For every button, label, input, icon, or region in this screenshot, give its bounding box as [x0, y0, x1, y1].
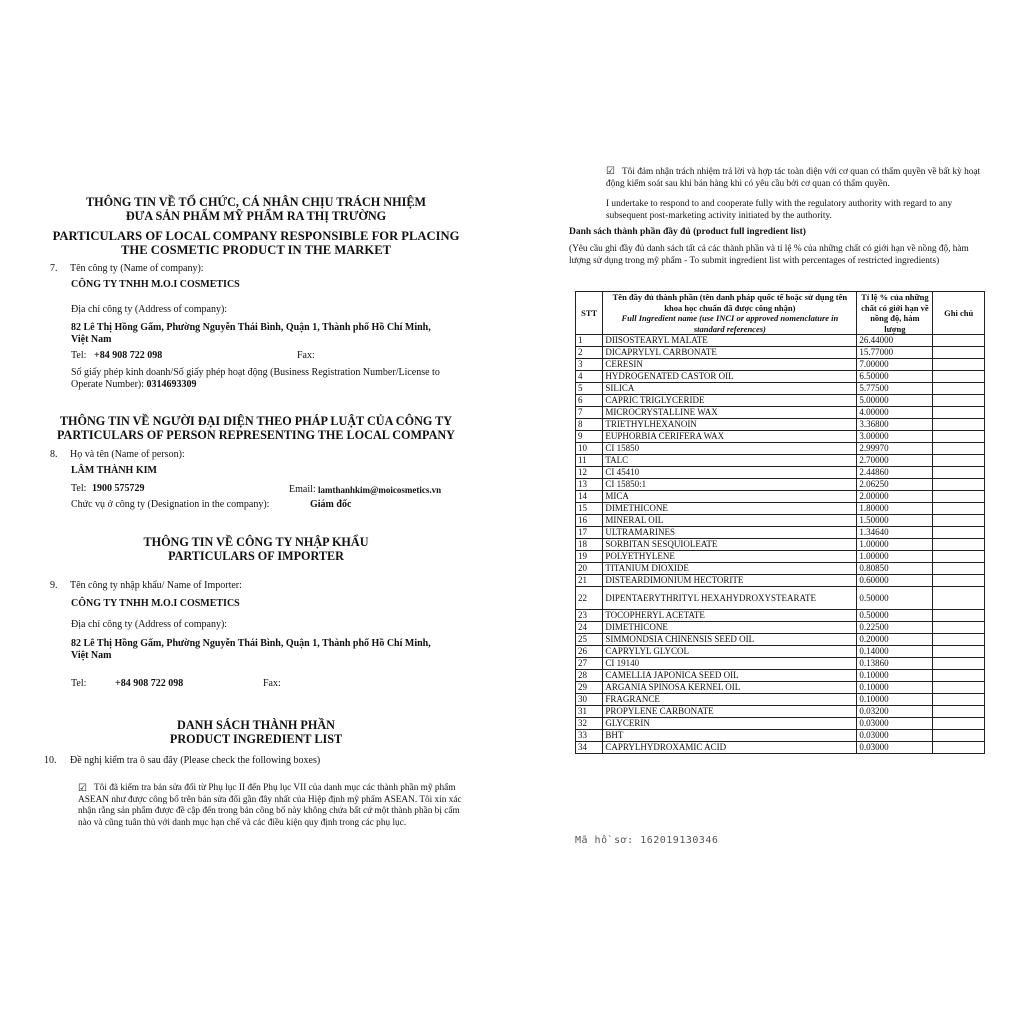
ingredient-name: SIMMONDSIA CHINENSIS SEED OIL — [603, 634, 857, 646]
importer-tel: +84 908 722 098 — [115, 678, 184, 689]
ingredient-stt: 21 — [576, 575, 603, 587]
ingredient-table-body — [576, 335, 985, 754]
ingredient-percentage: 1.00000 — [857, 539, 933, 551]
ingredient-stt: 4 — [576, 371, 603, 383]
ingredient-percentage: 0.03000 — [857, 730, 933, 742]
company-tel-label: Tel: — [71, 350, 87, 361]
ingredient-name: TRIETHYLHEXANOIN — [603, 419, 857, 431]
ingredient-stt: 20 — [576, 563, 603, 575]
ingredient-percentage: 5.00000 — [857, 395, 933, 407]
importer-tel-label: Tel: — [71, 678, 87, 689]
ingredient-note — [933, 407, 985, 419]
ingredient-percentage: 2.99970 — [857, 443, 933, 455]
ingredient-name: DIPENTAERYTHRITYL HEXAHYDROXYSTEARATE — [603, 587, 857, 610]
importer-fax-label: Fax: — [263, 678, 281, 689]
ingredient-name: DIISOSTEARYL MALATE — [603, 335, 857, 347]
ingredient-stt: 24 — [576, 622, 603, 634]
ingredient-stt: 26 — [576, 646, 603, 658]
ingredient-name: DICAPRYLYL CARBONATE — [603, 347, 857, 359]
ingredient-note — [933, 551, 985, 563]
undertake-statement-en: I undertake to respond to and cooperate fully with the regulatory authority with regard to any subsequent post-marketing activity initiated by the authority. — [606, 199, 953, 221]
license-label-text: Operate Number): — [71, 379, 145, 390]
col-note: Ghi chú — [933, 292, 985, 335]
table-row — [576, 539, 985, 551]
ingredient-note — [933, 670, 985, 682]
undertake-statement-vi: Tôi đảm nhận trách nhiệm trả lời và hợp tác toàn diện với cơ quan có thẩm quyền về bất kỳ hoạt động kiểm soát sau khi bán hàng khi có yêu cầu bởi cơ quan có thẩm quyền. — [606, 167, 981, 189]
ingredient-stt: 14 — [576, 491, 603, 503]
ingredient-percentage: 0.20000 — [857, 634, 933, 646]
ingredient-stt: 9 — [576, 431, 603, 443]
col-ingredient-name — [603, 292, 857, 335]
ingredient-note — [933, 431, 985, 443]
ingredient-stt: 3 — [576, 359, 603, 371]
license-number: 0314693309 — [146, 379, 197, 390]
section-10-number: 10. — [44, 755, 57, 766]
table-row — [576, 503, 985, 515]
ingredient-stt: 23 — [576, 610, 603, 622]
ingredient-stt: 1 — [576, 335, 603, 347]
ingredient-percentage: 0.10000 — [857, 694, 933, 706]
ingredient-name: PROPYLENE CARBONATE — [603, 706, 857, 718]
ingredient-note — [933, 610, 985, 622]
ingredient-stt: 11 — [576, 455, 603, 467]
ingredient-stt: 28 — [576, 670, 603, 682]
table-row — [576, 383, 985, 395]
ingredient-note — [933, 587, 985, 610]
table-row — [576, 431, 985, 443]
full-ingredient-list-title: Danh sách thành phần đầy đủ (product full ingredient list) — [569, 227, 806, 237]
ingredient-note — [933, 563, 985, 575]
ingredient-note — [933, 515, 985, 527]
company-name-label: Tên công ty (Name of company): — [70, 263, 204, 274]
ingredient-percentage: 0.13860 — [857, 658, 933, 670]
ingredient-note — [933, 455, 985, 467]
ingredient-percentage: 3.00000 — [857, 431, 933, 443]
ingredient-name: DISTEARDIMONIUM HECTORITE — [603, 575, 857, 587]
importer-name: CÔNG TY TNHH M.O.I COSMETICS — [71, 598, 240, 609]
ingredient-percentage: 0.10000 — [857, 670, 933, 682]
checked-checkbox-icon: ☑ — [606, 166, 615, 177]
ingredient-note — [933, 706, 985, 718]
ingredient-percentage: 0.03000 — [857, 742, 933, 754]
ingredient-percentage: 0.22500 — [857, 622, 933, 634]
ingredient-name: HYDROGENATED CASTOR OIL — [603, 371, 857, 383]
person-position: Giám đốc — [310, 499, 352, 510]
representative-header-en: PARTICULARS OF PERSON REPRESENTING THE LOCAL COMPANY — [57, 428, 455, 442]
ingredient-name: CI 45410 — [603, 467, 857, 479]
section-8-number: 8. — [50, 449, 58, 460]
section-7-number: 7. — [50, 263, 58, 274]
table-row — [576, 455, 985, 467]
ingredient-note — [933, 742, 985, 754]
ingredient-name: CAPRYLYL GLYCOL — [603, 646, 857, 658]
table-row — [576, 479, 985, 491]
person-email: lamthanhkim@moicosmetics.vn — [318, 485, 442, 495]
ingredient-note — [933, 622, 985, 634]
company-address-line2: Việt Nam — [71, 334, 112, 345]
ingredient-name: EUPHORBIA CERIFERA WAX — [603, 431, 857, 443]
ingredient-stt: 6 — [576, 395, 603, 407]
table-row — [576, 467, 985, 479]
ingredient-note — [933, 335, 985, 347]
ingredient-note — [933, 682, 985, 694]
table-row — [576, 515, 985, 527]
importer-address-label: Địa chỉ công ty (Address of company): — [71, 619, 228, 630]
ingredient-name: GLYCERIN — [603, 718, 857, 730]
ingredient-list-header-vi: DANH SÁCH THÀNH PHẦN — [177, 718, 335, 732]
ingredient-name: POLYETHYLENE — [603, 551, 857, 563]
ingredient-percentage: 1.00000 — [857, 551, 933, 563]
ingredient-percentage: 0.50000 — [857, 587, 933, 610]
ingredient-stt: 12 — [576, 467, 603, 479]
importer-address-line1: 82 Lê Thị Hồng Gấm, Phường Nguyễn Thái Bình, Quận 1, Thành phố Hồ Chí Minh, — [71, 638, 431, 649]
ingredient-percentage: 0.60000 — [857, 575, 933, 587]
header-vi-line2: ĐƯA SẢN PHẨM MỸ PHẨM RA THỊ TRƯỜNG — [125, 209, 387, 223]
ingredient-note — [933, 383, 985, 395]
ingredient-stt: 8 — [576, 419, 603, 431]
ingredient-name: TALC — [603, 455, 857, 467]
ingredient-percentage: 4.00000 — [857, 407, 933, 419]
ingredient-name: BHT — [603, 730, 857, 742]
ingredient-percentage: 1.80000 — [857, 503, 933, 515]
ingredient-note — [933, 694, 985, 706]
table-row — [576, 646, 985, 658]
table-row — [576, 670, 985, 682]
ingredient-note — [933, 359, 985, 371]
importer-header-en: PARTICULARS OF IMPORTER — [168, 549, 344, 563]
ingredient-table — [575, 291, 985, 754]
ingredient-name: TOCOPHERYL ACETATE — [603, 610, 857, 622]
ingredient-note — [933, 646, 985, 658]
ingredient-name: FRAGRANCE — [603, 694, 857, 706]
table-row — [576, 742, 985, 754]
ingredient-stt: 25 — [576, 634, 603, 646]
ingredient-note — [933, 443, 985, 455]
ingredient-stt: 22 — [576, 587, 603, 610]
ingredient-note — [933, 467, 985, 479]
ingredient-name: CI 19140 — [603, 658, 857, 670]
ingredient-note — [933, 634, 985, 646]
license-label-line2 — [71, 379, 197, 391]
ingredient-name: DIMETHICONE — [603, 622, 857, 634]
ingredient-percentage: 3.36800 — [857, 419, 933, 431]
ingredient-stt: 17 — [576, 527, 603, 539]
person-tel-label: Tel: — [71, 483, 87, 494]
ingredient-note — [933, 718, 985, 730]
ingredient-list-header-en: PRODUCT INGREDIENT LIST — [169, 732, 343, 746]
check-boxes-instruction: Đề nghị kiểm tra ô sau đây (Please check the following boxes) — [70, 755, 321, 766]
ingredient-name: MICA — [603, 491, 857, 503]
table-row — [576, 706, 985, 718]
col-stt: STT — [576, 292, 603, 335]
ingredient-stt: 16 — [576, 515, 603, 527]
ingredient-note — [933, 658, 985, 670]
col-percentage: Tỉ lệ % của những chất có giới hạn về nồng độ, hàm lượng — [857, 292, 933, 335]
table-row — [576, 682, 985, 694]
col-name-vi: Tên đầy đủ thành phần (tên danh pháp quốc tế hoặc sử dụng tên khoa học chuẩn đã được công nhận) — [612, 292, 848, 313]
person-tel: 1900 575729 — [92, 483, 145, 494]
person-position-label: Chức vụ ở công ty (Designation in the company): — [71, 499, 270, 510]
ingredient-note — [933, 419, 985, 431]
ingredient-note — [933, 395, 985, 407]
ingredient-name: CAPRYLHYDROXAMIC ACID — [603, 742, 857, 754]
table-row — [576, 443, 985, 455]
ingredient-percentage: 2.06250 — [857, 479, 933, 491]
ingredient-list-note: (Yêu cầu ghi đầy đủ danh sách tất cả các thành phần và tỉ lệ % của những chất có giới hạn về nồng độ, hàm lượng sử dụng trong mỹ phẩm - To submit ingredient list with percentages of restricted ingredients) — [569, 244, 969, 266]
person-email-label: Email: — [289, 484, 316, 495]
ingredient-name: CI 15850:1 — [603, 479, 857, 491]
ingredient-percentage: 26.44000 — [857, 335, 933, 347]
ingredient-name: CAPRIC TRIGLYCERIDE — [603, 395, 857, 407]
checked-checkbox-icon: ☑ — [78, 783, 87, 794]
header-en-line1: PARTICULARS OF LOCAL COMPANY RESPONSIBLE FOR PLACING — [52, 229, 460, 243]
ingredient-percentage: 0.14000 — [857, 646, 933, 658]
person-name-label: Họ và tên (Name of person): — [70, 449, 185, 460]
ingredient-name: CI 15850 — [603, 443, 857, 455]
ingredient-percentage: 15.77000 — [857, 347, 933, 359]
ingredient-note — [933, 730, 985, 742]
dossier-code: Mã hồ sơ: 162019130346 — [575, 835, 719, 846]
ingredient-name: CAMELLIA JAPONICA SEED OIL — [603, 670, 857, 682]
table-row — [576, 634, 985, 646]
table-row — [576, 359, 985, 371]
ingredient-note — [933, 527, 985, 539]
license-label-line1: Số giấy phép kinh doanh/Số giấy phép hoạt động (Business Registration Number/License to — [71, 367, 440, 378]
table-row — [576, 527, 985, 539]
ingredient-name: CERESIN — [603, 359, 857, 371]
table-row — [576, 587, 985, 610]
ingredient-percentage: 2.00000 — [857, 491, 933, 503]
ingredient-name: ULTRAMARINES — [603, 527, 857, 539]
ingredient-note — [933, 539, 985, 551]
ingredient-stt: 15 — [576, 503, 603, 515]
ingredient-stt: 32 — [576, 718, 603, 730]
ingredient-percentage: 7.00000 — [857, 359, 933, 371]
ingredient-name: TITANIUM DIOXIDE — [603, 563, 857, 575]
ingredient-name: DIMETHICONE — [603, 503, 857, 515]
table-row — [576, 407, 985, 419]
ingredient-stt: 5 — [576, 383, 603, 395]
ingredient-stt: 2 — [576, 347, 603, 359]
ingredient-note — [933, 503, 985, 515]
company-name: CÔNG TY TNHH M.O.I COSMETICS — [71, 279, 240, 290]
col-name-en: Full Ingredient name (use INCI or approved nomenclature in standard references) — [621, 313, 839, 334]
table-row — [576, 347, 985, 359]
ingredient-percentage: 2.70000 — [857, 455, 933, 467]
table-row — [576, 694, 985, 706]
ingredient-stt: 19 — [576, 551, 603, 563]
representative-header-vi: THÔNG TIN VỀ NGƯỜI ĐẠI DIỆN THEO PHÁP LUẬT CỦA CÔNG TY — [59, 414, 453, 428]
person-name: LÂM THÀNH KIM — [71, 465, 157, 476]
ingredient-note — [933, 575, 985, 587]
annex-check-statement: Tôi đã kiểm tra bản sửa đổi từ Phụ lục II đến Phụ lục VII của danh mục các thành phần mỹ phẩm ASEAN như được công bố trên bản sửa đổi gần đây nhất của Hiệp định mỹ phẩm ASEAN. Tôi xin xác nhận rằng sản phẩm được đề cập đến trong bản công bố này không chứa bất cứ một thành phần bị cấm nào và cũng tuân thủ với danh mục hạn chế và các điều kiện quy định trong các phụ lục. — [78, 783, 462, 828]
ingredient-note — [933, 479, 985, 491]
company-address-label: Địa chỉ công ty (Address of company): — [71, 304, 228, 315]
ingredient-percentage: 0.50000 — [857, 610, 933, 622]
ingredient-stt: 33 — [576, 730, 603, 742]
header-vi-line1: THÔNG TIN VỀ TỔ CHỨC, CÁ NHÂN CHỊU TRÁCH NHIỆM — [86, 195, 426, 209]
ingredient-stt: 30 — [576, 694, 603, 706]
table-row — [576, 730, 985, 742]
ingredient-name: MINERAL OIL — [603, 515, 857, 527]
ingredient-percentage: 5.77500 — [857, 383, 933, 395]
ingredient-stt: 34 — [576, 742, 603, 754]
ingredient-percentage: 2.44860 — [857, 467, 933, 479]
ingredient-percentage: 1.34640 — [857, 527, 933, 539]
importer-name-label: Tên công ty nhập khẩu/ Name of Importer: — [70, 580, 242, 591]
table-row — [576, 658, 985, 670]
importer-header-vi: THÔNG TIN VỀ CÔNG TY NHẬP KHẨU — [143, 535, 369, 549]
ingredient-percentage: 0.03200 — [857, 706, 933, 718]
ingredient-percentage: 0.03000 — [857, 718, 933, 730]
header-en-line2: THE COSMETIC PRODUCT IN THE MARKET — [121, 243, 391, 257]
ingredient-percentage: 0.80850 — [857, 563, 933, 575]
ingredient-name: ARGANIA SPINOSA KERNEL OIL — [603, 682, 857, 694]
table-row — [576, 371, 985, 383]
ingredient-percentage: 6.50000 — [857, 371, 933, 383]
ingredient-note — [933, 371, 985, 383]
ingredient-stt: 10 — [576, 443, 603, 455]
ingredient-name: MICROCRYSTALLINE WAX — [603, 407, 857, 419]
table-row — [576, 491, 985, 503]
table-row — [576, 551, 985, 563]
ingredient-stt: 18 — [576, 539, 603, 551]
section-9-number: 9. — [50, 580, 58, 591]
table-row — [576, 419, 985, 431]
table-row — [576, 718, 985, 730]
company-address-line1: 82 Lê Thị Hồng Gấm, Phường Nguyễn Thái Bình, Quận 1, Thành phố Hồ Chí Minh, — [71, 322, 431, 333]
ingredient-note — [933, 491, 985, 503]
ingredient-stt: 29 — [576, 682, 603, 694]
company-fax-label: Fax: — [297, 350, 315, 361]
table-row — [576, 610, 985, 622]
company-tel: +84 908 722 098 — [94, 350, 163, 361]
ingredient-stt: 13 — [576, 479, 603, 491]
ingredient-percentage: 0.10000 — [857, 682, 933, 694]
ingredient-stt: 7 — [576, 407, 603, 419]
ingredient-stt: 27 — [576, 658, 603, 670]
table-row — [576, 395, 985, 407]
table-row — [576, 335, 985, 347]
table-row — [576, 563, 985, 575]
ingredient-name: SILICA — [603, 383, 857, 395]
table-row — [576, 575, 985, 587]
importer-address-line2: Việt Nam — [71, 650, 112, 661]
ingredient-name: SORBITAN SESQUIOLEATE — [603, 539, 857, 551]
table-row — [576, 622, 985, 634]
ingredient-stt: 31 — [576, 706, 603, 718]
ingredient-table-header — [576, 292, 985, 335]
ingredient-percentage: 1.50000 — [857, 515, 933, 527]
ingredient-note — [933, 347, 985, 359]
